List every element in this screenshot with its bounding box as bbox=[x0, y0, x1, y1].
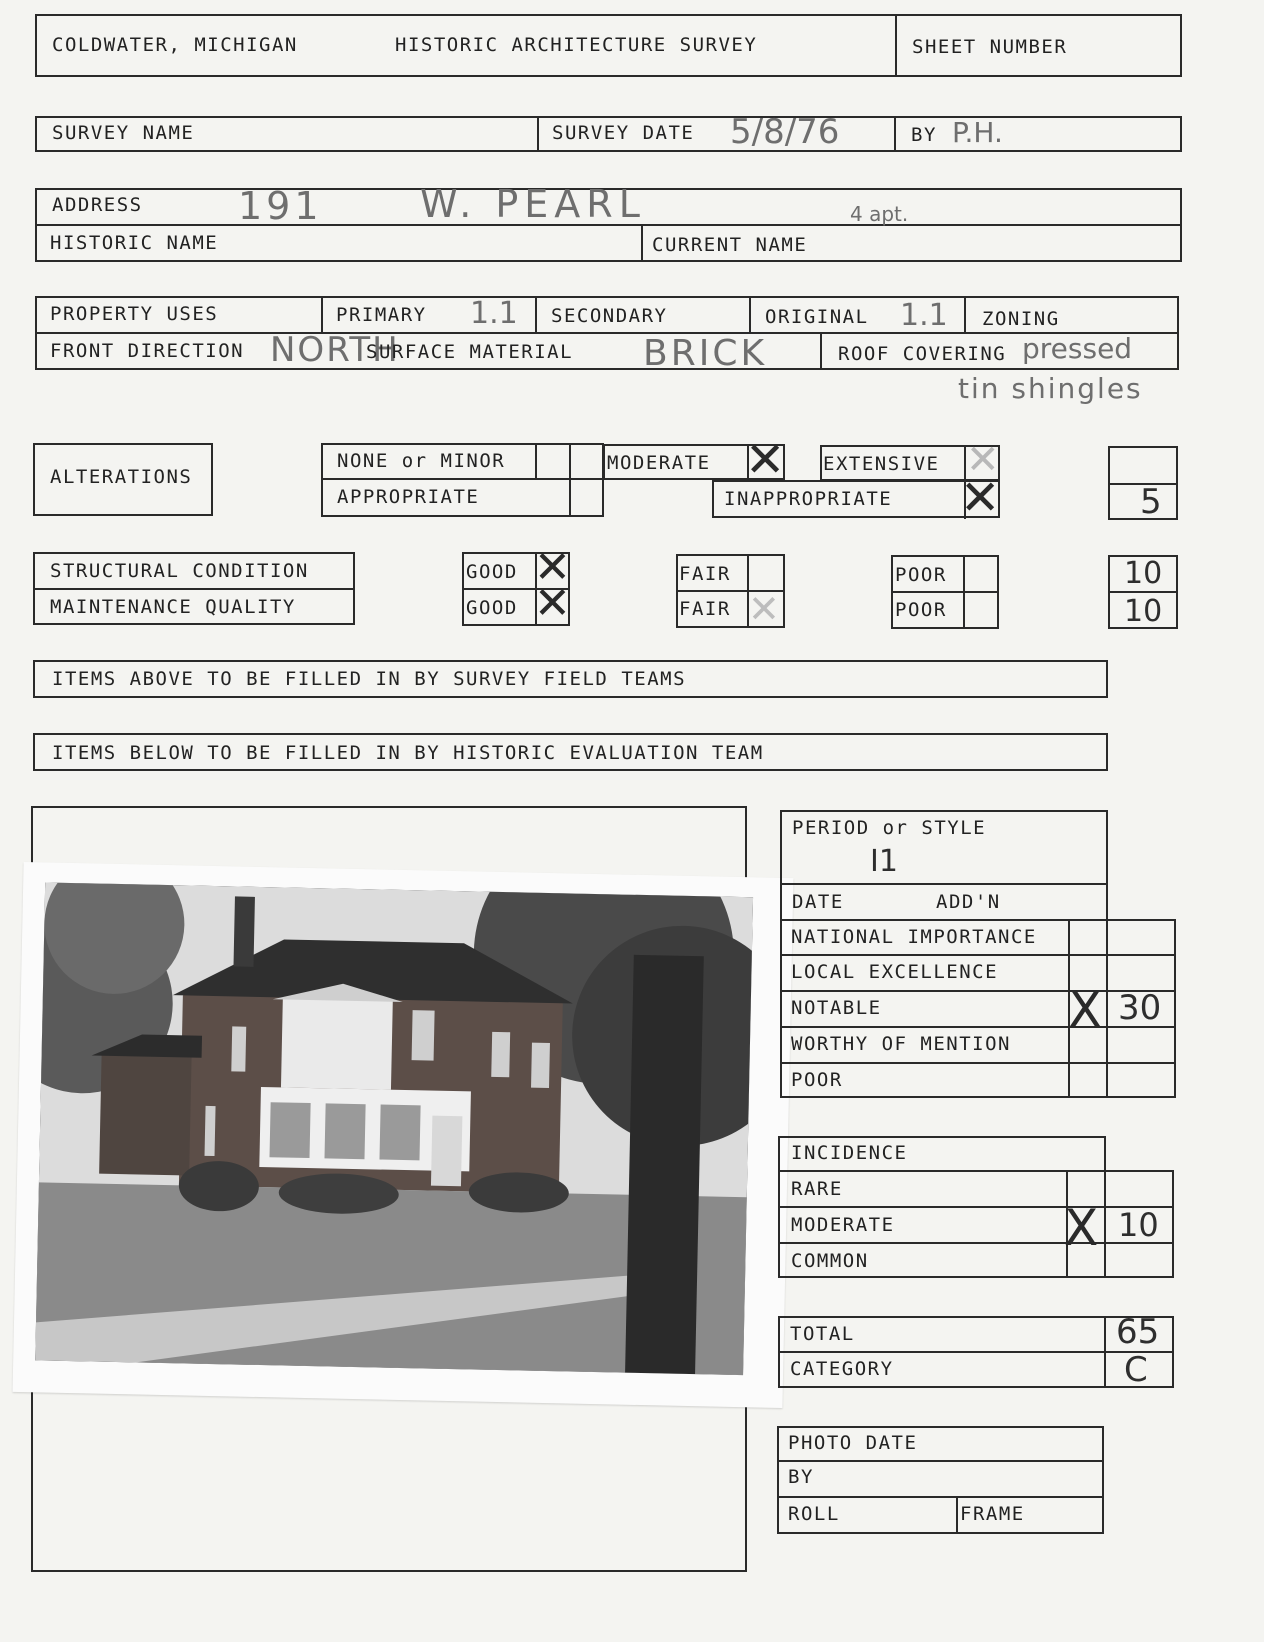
category-label: CATEGORY bbox=[790, 1358, 894, 1380]
primary-label: PRIMARY bbox=[336, 304, 427, 326]
current-name-label: CURRENT NAME bbox=[652, 234, 808, 256]
poor-eval-label: POOR bbox=[791, 1069, 843, 1091]
national-importance-label: NATIONAL IMPORTANCE bbox=[791, 926, 1037, 948]
mounted-photo-print bbox=[13, 862, 794, 1408]
original-value: 1.1 bbox=[900, 298, 948, 333]
roof-covering-label: ROOF COVERING bbox=[838, 343, 1007, 365]
maintenance-fair-x-mark: ✕ bbox=[748, 587, 780, 631]
notable-score: 30 bbox=[1118, 988, 1162, 1028]
fair-label-2: FAIR bbox=[679, 598, 731, 620]
alterations-label: ALTERATIONS bbox=[50, 466, 193, 488]
front-direction-value: NORTH bbox=[270, 330, 400, 370]
surface-material-label: SURFACE MATERIAL bbox=[366, 341, 574, 363]
header-city: COLDWATER, MICHIGAN bbox=[52, 34, 298, 56]
alterations-score: 5 bbox=[1140, 482, 1162, 522]
roof-covering-value-1: pressed bbox=[1022, 332, 1133, 365]
survey-by-value: P.H. bbox=[952, 116, 1003, 149]
zoning-label: ZONING bbox=[982, 308, 1060, 330]
address-note: 4 apt. bbox=[850, 202, 909, 226]
field-teams-note: ITEMS ABOVE TO BE FILLED IN BY SURVEY FIELD TEAMS bbox=[52, 668, 687, 690]
inappropriate-x-mark: ✕ bbox=[960, 470, 1001, 526]
original-label: ORIGINAL bbox=[765, 306, 869, 328]
maintenance-good-x-mark: ✕ bbox=[534, 578, 571, 629]
notable-x-mark: X bbox=[1068, 981, 1103, 1039]
property-uses-label: PROPERTY USES bbox=[50, 303, 219, 325]
poor-label-2: POOR bbox=[895, 599, 947, 621]
moderate-incidence-x-mark: X bbox=[1064, 1199, 1099, 1257]
category-value: C bbox=[1124, 1350, 1148, 1390]
date-label: DATE bbox=[792, 891, 844, 913]
moderate-label: MODERATE bbox=[607, 452, 711, 474]
photo-by-label: BY bbox=[788, 1466, 814, 1488]
address-number: 191 bbox=[238, 184, 323, 228]
survey-date-label: SURVEY DATE bbox=[552, 122, 695, 144]
maintenance-score: 10 bbox=[1124, 594, 1163, 629]
address-label: ADDRESS bbox=[52, 194, 143, 216]
sheet-number-label: SHEET NUMBER bbox=[912, 36, 1068, 58]
common-label: COMMON bbox=[791, 1250, 869, 1272]
evaluation-team-note: ITEMS BELOW TO BE FILLED IN BY HISTORIC EVALUATION TEAM bbox=[52, 742, 764, 764]
extensive-x-mark: ✕ bbox=[966, 437, 1000, 483]
total-value: 65 bbox=[1116, 1312, 1160, 1352]
front-direction-label: FRONT DIRECTION bbox=[50, 340, 245, 362]
none-minor-label: NONE or MINOR bbox=[337, 450, 506, 472]
total-label: TOTAL bbox=[790, 1323, 855, 1345]
secondary-label: SECONDARY bbox=[551, 305, 668, 327]
moderate-incidence-score: 10 bbox=[1118, 1206, 1159, 1244]
addn-label: ADD'N bbox=[936, 891, 1001, 913]
good-label-2: GOOD bbox=[466, 597, 518, 619]
roll-label: ROLL bbox=[788, 1503, 840, 1525]
maintenance-quality-label: MAINTENANCE QUALITY bbox=[50, 596, 296, 618]
structural-good-x-mark: ✕ bbox=[534, 542, 571, 593]
structural-score: 10 bbox=[1124, 556, 1163, 591]
local-excellence-label: LOCAL EXCELLENCE bbox=[791, 961, 999, 983]
survey-date-value: 5/8/76 bbox=[730, 112, 840, 152]
extensive-label: EXTENSIVE bbox=[823, 453, 940, 475]
good-label-1: GOOD bbox=[466, 561, 518, 583]
primary-value: 1.1 bbox=[470, 296, 518, 331]
period-style-value: I1 bbox=[870, 844, 898, 879]
poor-label-1: POOR bbox=[895, 564, 947, 586]
rare-label: RARE bbox=[791, 1178, 843, 1200]
inappropriate-label: INAPPROPRIATE bbox=[724, 488, 893, 510]
worthy-of-mention-label: WORTHY OF MENTION bbox=[791, 1033, 1011, 1055]
notable-label: NOTABLE bbox=[791, 997, 882, 1019]
surface-material-value: BRICK bbox=[643, 333, 768, 374]
incidence-label: INCIDENCE bbox=[791, 1142, 908, 1164]
structural-condition-label: STRUCTURAL CONDITION bbox=[50, 560, 309, 582]
appropriate-label: APPROPRIATE bbox=[337, 486, 480, 508]
house-photograph bbox=[35, 882, 753, 1375]
fair-label-1: FAIR bbox=[679, 563, 731, 585]
survey-by-label: BY bbox=[911, 124, 937, 146]
moderate-incidence-label: MODERATE bbox=[791, 1214, 895, 1236]
roof-covering-value-2: tin shingles bbox=[958, 372, 1143, 405]
header-title: HISTORIC ARCHITECTURE SURVEY bbox=[395, 34, 758, 56]
survey-name-label: SURVEY NAME bbox=[52, 122, 195, 144]
period-style-label: PERIOD or STYLE bbox=[792, 817, 987, 839]
photo-date-label: PHOTO DATE bbox=[788, 1432, 918, 1454]
address-street: W. PEARL bbox=[420, 182, 646, 226]
historic-name-label: HISTORIC NAME bbox=[50, 232, 219, 254]
frame-label: FRAME bbox=[960, 1503, 1025, 1525]
moderate-x-mark: ✕ bbox=[745, 432, 786, 488]
